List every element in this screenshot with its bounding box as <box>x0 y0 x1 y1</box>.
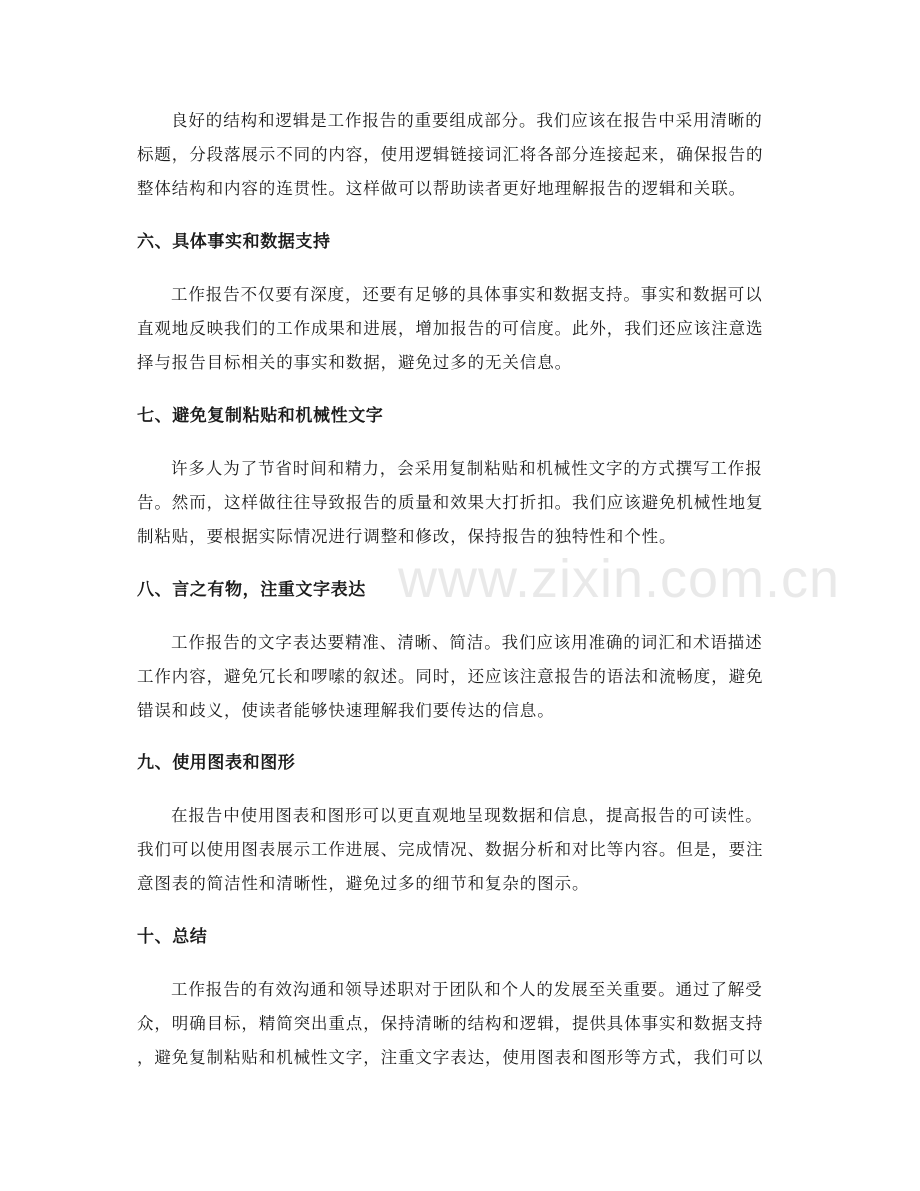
paragraph-intro <box>137 104 787 206</box>
section-heading-eight: 八、言之有物，注重文字表达 <box>137 580 366 600</box>
paragraph-line: 工作报告不仅要有深度，还要有足够的具体事实和数据支持。事实和数据可以 <box>171 285 763 304</box>
paragraph-ten <box>137 973 787 1075</box>
paragraph-line: 择与报告目标相关的事实和数据，避免过多的无关信息。 <box>137 353 572 372</box>
paragraph-seven <box>137 452 787 554</box>
paragraph-line: 意图表的简洁性和清晰性，避免过多的细节和复杂的图示。 <box>137 874 590 893</box>
paragraph-line: 工作报告的有效沟通和领导述职对于团队和个人的发展至关重要。通过了解受 <box>171 980 763 999</box>
paragraph-line: 工作内容，避免冗长和啰嗦的叙述。同时，还应该注意报告的语法和流畅度，避免 <box>137 667 764 686</box>
watermark: www.zixin.com.cn <box>398 549 841 609</box>
paragraph-line: 整体结构和内容的连贯性。这样做可以帮助读者更好地理解报告的逻辑和关联。 <box>137 179 746 198</box>
paragraph-line: 直观地反映我们的工作成果和进展，增加报告的可信度。此外，我们还应该注意选 <box>137 319 764 338</box>
paragraph-line: 我们可以使用图表展示工作进展、完成情况、数据分析和对比等内容。但是，要注 <box>137 840 764 859</box>
paragraph-line: 工作报告的文字表达要精准、清晰、简洁。我们应该用准确的词汇和术语描述 <box>171 633 763 652</box>
paragraph-line: 错误和歧义，使读者能够快速理解我们要传达的信息。 <box>137 701 555 720</box>
paragraph-line: 众，明确目标，精简突出重点，保持清晰的结构和逻辑，提供具体事实和数据支持 <box>137 1014 764 1033</box>
section-heading-seven: 七、避免复制粘贴和机械性文字 <box>137 406 384 426</box>
paragraph-nine <box>137 799 787 901</box>
paragraph-line: 许多人为了节省时间和精力，会采用复制粘贴和机械性文字的方式撰写工作报 <box>171 459 763 478</box>
paragraph-line: 标题，分段落展示不同的内容，使用逻辑链接词汇将各部分连接起来，确保报告的 <box>137 145 764 164</box>
paragraph-line: 告。然而，这样做往往导致报告的质量和效果大打折扣。我们应该避免机械性地复 <box>137 493 764 512</box>
paragraph-line: ，避免复制粘贴和机械性文字，注重文字表达，使用图表和图形等方式，我们可以 <box>137 1048 764 1067</box>
paragraph-line: 良好的结构和逻辑是工作报告的重要组成部分。我们应该在报告中采用清晰的 <box>171 111 763 130</box>
paragraph-line: 制粘贴，要根据实际情况进行调整和修改，保持报告的独特性和个性。 <box>137 527 677 546</box>
paragraph-six <box>137 278 787 380</box>
section-heading-ten: 十、总结 <box>137 927 208 947</box>
section-heading-six: 六、具体事实和数据支持 <box>137 232 331 252</box>
section-heading-nine: 九、使用图表和图形 <box>137 753 296 773</box>
paragraph-line: 在报告中使用图表和图形可以更直观地呈现数据和信息，提高报告的可读性。 <box>171 806 763 825</box>
paragraph-eight <box>137 626 787 728</box>
